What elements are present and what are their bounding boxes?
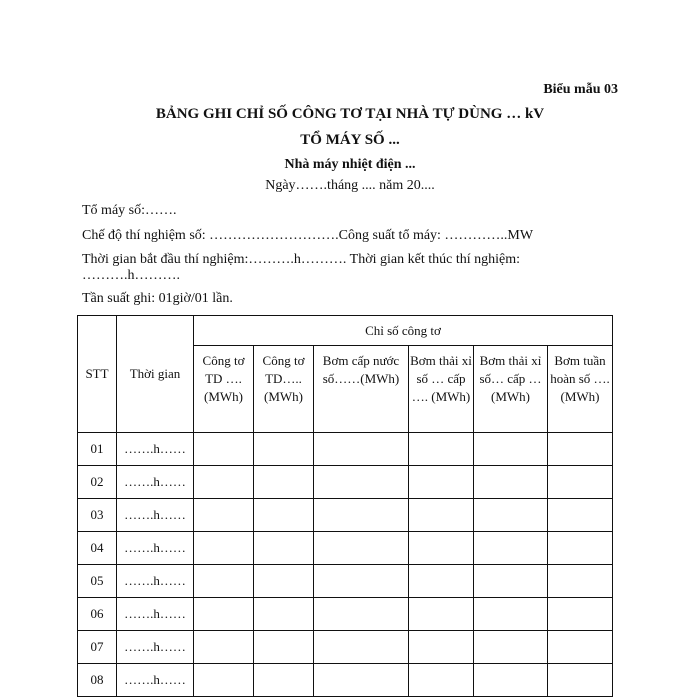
date-line: Ngày…….tháng .... năm 20.... xyxy=(265,178,435,193)
reading-cell[interactable] xyxy=(254,466,314,499)
stt-header: STT xyxy=(78,316,117,433)
table-row xyxy=(78,499,613,532)
reading-cell[interactable] xyxy=(474,466,548,499)
meter-column-label: Bơm cấp nước số……(MWh) xyxy=(322,353,400,386)
test-time-field: Thời gian bắt đầu thí nghiệm:……….h………. Thời gian kết thúc thí nghiệm: xyxy=(82,252,520,267)
table-row xyxy=(78,664,613,697)
reading-cell[interactable] xyxy=(548,433,613,466)
reading-cell[interactable] xyxy=(314,565,409,598)
test-mode-field: Chế độ thí nghiệm số: ……………………….Công suất tổ máy: …………..MW xyxy=(82,228,534,243)
reading-cell[interactable] xyxy=(254,532,314,565)
reading-cell[interactable] xyxy=(409,631,474,664)
test-time-field-continued: ……….h………. xyxy=(82,268,180,283)
reading-cell[interactable] xyxy=(194,499,254,532)
reading-cell[interactable] xyxy=(474,664,548,697)
row-number: 05 xyxy=(78,565,117,598)
row-time: …….h…… xyxy=(117,433,194,466)
row-number: 01 xyxy=(78,433,117,466)
reading-cell[interactable] xyxy=(548,631,613,664)
row-number: 03 xyxy=(78,499,117,532)
recording-frequency: Tần suất ghi: 01giờ/01 lần. xyxy=(82,291,233,306)
reading-cell[interactable] xyxy=(474,433,548,466)
row-time: …….h…… xyxy=(117,532,194,565)
table-row xyxy=(78,565,613,598)
row-number: 04 xyxy=(78,532,117,565)
plant-title: Nhà máy nhiệt điện ... xyxy=(284,157,416,172)
meter-column-label: Bơm thải xỉ số … cấp …. (MWh) xyxy=(410,353,472,404)
reading-cell[interactable] xyxy=(194,466,254,499)
row-time: …….h…… xyxy=(117,499,194,532)
meter-column-label: Bơm tuần hoàn số …. (MWh) xyxy=(550,353,610,404)
table-row xyxy=(78,631,613,664)
unit-number-field: Tổ máy số:……. xyxy=(82,203,177,218)
meter-column-header xyxy=(474,346,548,433)
reading-cell[interactable] xyxy=(548,532,613,565)
reading-cell[interactable] xyxy=(474,499,548,532)
table-row xyxy=(78,598,613,631)
reading-cell[interactable] xyxy=(194,433,254,466)
meter-column-header xyxy=(548,346,613,433)
reading-cell[interactable] xyxy=(409,433,474,466)
reading-cell[interactable] xyxy=(254,499,314,532)
reading-cell[interactable] xyxy=(314,433,409,466)
reading-cell[interactable] xyxy=(254,664,314,697)
reading-cell[interactable] xyxy=(254,631,314,664)
meter-column-label: Công tơ TD….. (MWh) xyxy=(262,353,305,404)
row-time: …….h…… xyxy=(117,466,194,499)
reading-cell[interactable] xyxy=(474,631,548,664)
meter-column-label: Công tơ TD …. (MWh) xyxy=(202,353,245,404)
reading-cell[interactable] xyxy=(194,664,254,697)
row-number: 07 xyxy=(78,631,117,664)
reading-cell[interactable] xyxy=(474,565,548,598)
reading-cell[interactable] xyxy=(194,532,254,565)
reading-cell[interactable] xyxy=(548,499,613,532)
reading-cell[interactable] xyxy=(409,565,474,598)
reading-cell[interactable] xyxy=(194,631,254,664)
reading-cell[interactable] xyxy=(314,499,409,532)
reading-cell[interactable] xyxy=(314,466,409,499)
reading-cell[interactable] xyxy=(409,598,474,631)
row-time: …….h…… xyxy=(117,664,194,697)
reading-cell[interactable] xyxy=(314,664,409,697)
row-number: 02 xyxy=(78,466,117,499)
meter-column-header xyxy=(194,346,254,433)
meter-group-header: Chỉ số công tơ xyxy=(194,316,613,346)
reading-cell[interactable] xyxy=(314,631,409,664)
meter-reading-table xyxy=(77,315,613,697)
row-time: …….h…… xyxy=(117,631,194,664)
row-time: …….h…… xyxy=(117,598,194,631)
row-number: 06 xyxy=(78,598,117,631)
reading-cell[interactable] xyxy=(409,499,474,532)
row-time: …….h…… xyxy=(117,565,194,598)
reading-cell[interactable] xyxy=(409,532,474,565)
reading-cell[interactable] xyxy=(548,598,613,631)
reading-cell[interactable] xyxy=(474,532,548,565)
row-number: 08 xyxy=(78,664,117,697)
reading-cell[interactable] xyxy=(548,664,613,697)
meter-column-header xyxy=(409,346,474,433)
reading-cell[interactable] xyxy=(254,565,314,598)
reading-cell[interactable] xyxy=(194,565,254,598)
reading-cell[interactable] xyxy=(548,565,613,598)
reading-cell[interactable] xyxy=(409,466,474,499)
document-title: BẢNG GHI CHỈ SỐ CÔNG TƠ TẠI NHÀ TỰ DÙNG … kV xyxy=(155,106,545,122)
reading-cell[interactable] xyxy=(314,598,409,631)
unit-title: TỔ MÁY SỐ ... xyxy=(300,132,400,148)
meter-column-header xyxy=(254,346,314,433)
time-header: Thời gian xyxy=(117,316,194,433)
form-code: Biểu mẫu 03 xyxy=(543,82,618,97)
reading-cell[interactable] xyxy=(194,598,254,631)
meter-column-label: Bơm thải xỉ số… cấp … (MWh) xyxy=(479,353,542,404)
reading-cell[interactable] xyxy=(254,598,314,631)
reading-cell[interactable] xyxy=(548,466,613,499)
table-row xyxy=(78,466,613,499)
table-row xyxy=(78,532,613,565)
reading-cell[interactable] xyxy=(474,598,548,631)
reading-cell[interactable] xyxy=(409,664,474,697)
table-row xyxy=(78,433,613,466)
meter-column-header xyxy=(314,346,409,433)
reading-cell[interactable] xyxy=(254,433,314,466)
reading-cell[interactable] xyxy=(314,532,409,565)
